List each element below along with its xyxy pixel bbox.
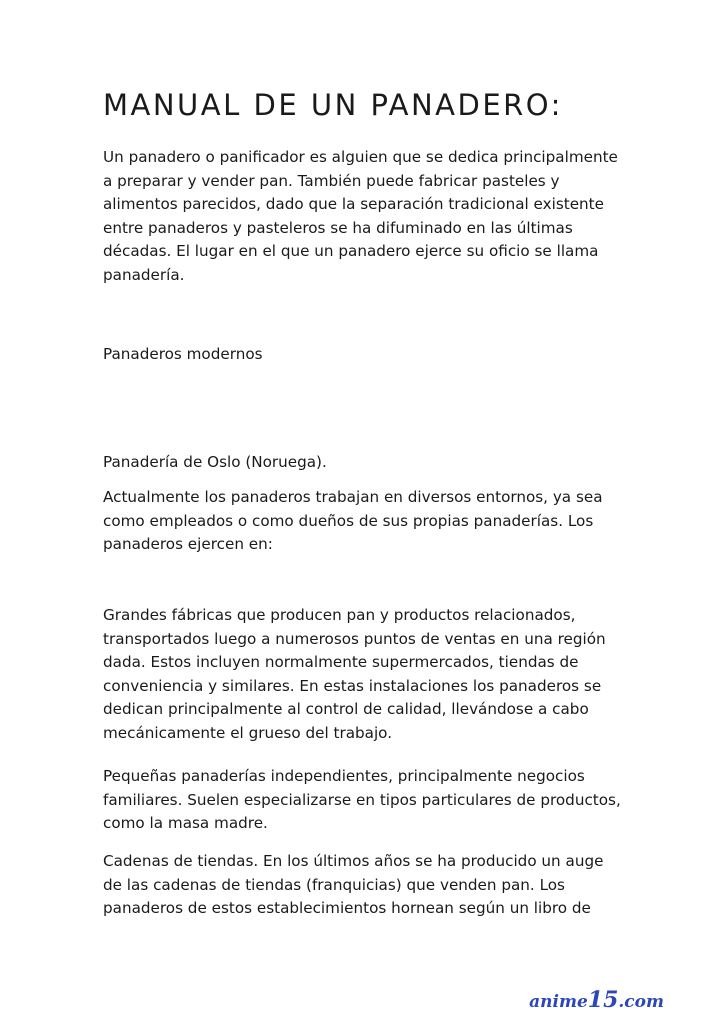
text-line: panaderos de estos establecimientos hornean según un libro de — [103, 899, 591, 918]
paragraph-large-factories — [103, 604, 623, 746]
text-line: dedican principalmente al control de calidad, llevándose a cabo — [103, 700, 589, 719]
watermark-prefix: anime — [529, 992, 588, 1012]
text-line: alimentos parecidos, dado que la separación tradicional existente — [103, 195, 604, 214]
text-line: Actualmente los panaderos trabajan en diversos entornos, ya sea — [103, 488, 603, 506]
text-line: Cadenas de tiendas. En los últimos años se ha producido un auge — [103, 852, 604, 870]
text-line: Grandes fábricas que producen pan y productos relacionados, — [103, 606, 576, 624]
text-line: familiares. Suelen especializarse en tipos particulares de productos, — [103, 790, 621, 809]
paragraph-environments — [103, 486, 623, 557]
text-line: Un panadero o panificador es alguien que se dedica principalmente — [103, 148, 618, 166]
document-title: MANUAL DE UN PANADERO: — [103, 88, 563, 122]
text-line: entre panaderos y pasteleros se ha difuminado en las últimas — [103, 218, 573, 237]
text-line: Pequeñas panaderías independientes, principalmente negocios — [103, 767, 585, 785]
paragraph-intro — [103, 146, 623, 288]
text-line: a preparar y vender pan. También puede fabricar pasteles y — [103, 171, 560, 190]
paragraph-small-bakeries — [103, 765, 623, 836]
text-line: décadas. El lugar en el que un panadero ejerce su oficio se llama — [103, 242, 599, 261]
text-line: dada. Estos incluyen normalmente supermercados, tiendas de — [103, 653, 579, 672]
image-caption — [103, 451, 623, 475]
section-heading-modern-bakers — [103, 343, 623, 367]
text-line: de las cadenas de tiendas (franquicias) que venden pan. Los — [103, 875, 565, 894]
text-line: como empleados o como dueños de sus propias panaderías. Los — [103, 511, 594, 530]
text-line: Panadería de Oslo (Noruega). — [103, 453, 327, 471]
watermark-number: 15 — [587, 987, 619, 1013]
text-line: mecánicamente el grueso del trabajo. — [103, 723, 393, 742]
text-line: como la masa madre. — [103, 814, 268, 833]
paragraph-chain-stores — [103, 850, 623, 921]
text-line: panaderos ejercen en: — [103, 535, 273, 554]
watermark-logo — [529, 987, 664, 1013]
watermark-suffix: .com — [618, 992, 664, 1012]
text-line: panadería. — [103, 265, 185, 284]
text-line: Panaderos modernos — [103, 345, 263, 363]
text-line: transportados luego a numerosos puntos de ventas en una región — [103, 629, 606, 648]
text-line: conveniencia y similares. En estas instalaciones los panaderos se — [103, 676, 602, 695]
